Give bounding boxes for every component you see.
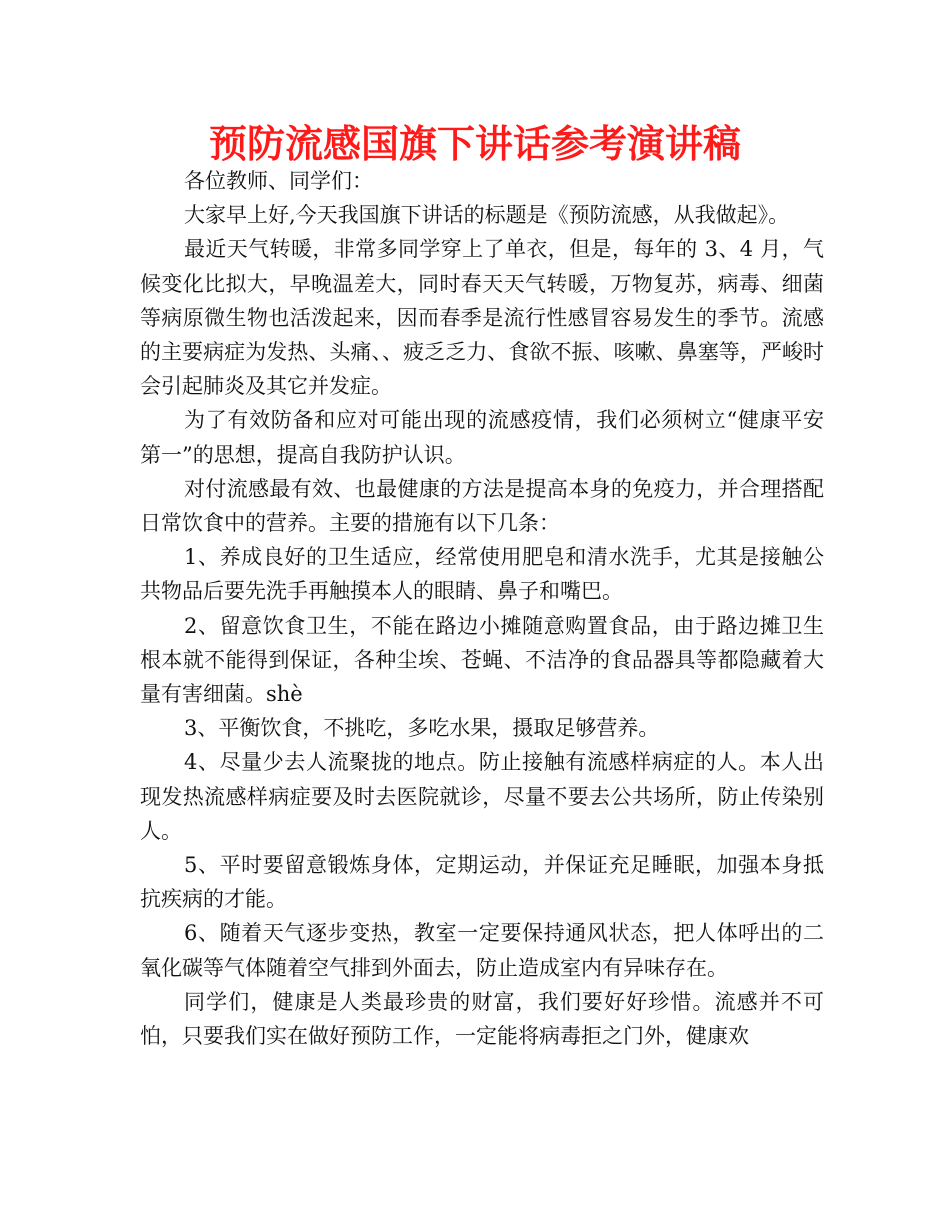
measures-intro-paragraph: 对付流感最有效、也最健康的方法是提高本身的免疫力，并合理搭配日常饮食中的营养。主要的措施有以下几条： bbox=[140, 476, 824, 536]
measure-item-2: 2、留意饮食卫生，不能在路边小摊随意购置食品，由于路边摊卫生根本就不能得到保证，各种尘埃、苍蝇、不洁净的食品器具等都隐藏着大量有害细菌。shè bbox=[140, 613, 824, 707]
awareness-paragraph: 为了有效防备和应对可能出现的流感疫情，我们必须树立“健康平安第一”的思想，提高自我防护认识。 bbox=[140, 408, 824, 467]
document-title: 预防流感国旗下讲话参考演讲稿 bbox=[208, 122, 741, 166]
measure-item-6: 6、随着天气逐步变热，教室一定要保持通风状态，把人体呼出的二氧化碳等气体随着空气排到外面去，防止造成室内有异味存在。 bbox=[140, 921, 824, 980]
document-body bbox=[140, 164, 824, 1053]
greeting-paragraph: 大家早上好,今天我国旗下讲话的标题是《预防流感，从我做起》。 bbox=[184, 203, 790, 228]
closing-paragraph: 同学们，健康是人类最珍贵的财富，我们要好好珍惜。流感并不可怕，只要我们实在做好预防工作，一定能将病毒拒之门外，健康欢 bbox=[140, 989, 824, 1049]
measure-item-1: 1、养成良好的卫生适应，经常使用肥皂和清水洗手，尤其是接触公共物品后要先洗手再触摸本人的眼睛、鼻子和嘴巴。 bbox=[140, 545, 824, 604]
measure-item-5: 5、平时要留意锻炼身体，定期运动，并保证充足睡眠，加强本身抵抗疾病的才能。 bbox=[140, 853, 824, 912]
intro-paragraph: 最近天气转暖，非常多同学穿上了单衣，但是，每年的 3、4 月，气候变化比拟大，早晚温差大，同时春天天气转暖，万物复苏，病毒、细菌等病原微生物也活泼起来，因而春季是流行性感冒容易发生的季节。流感的主要病症为发热、头痛、、疲乏乏力、食欲不振、咳嗽、鼻塞等，严峻时会引起肺炎及其它并发症。 bbox=[140, 237, 824, 399]
measure-item-3: 3、平衡饮食，不挑吃，多吃水果，摄取足够营养。 bbox=[184, 716, 660, 741]
measure-item-4: 4、尽量少去人流聚拢的地点。防止接触有流感样病症的人。本人出现发热流感样病症要及时去医院就诊，尽量不要去公共场所，防止传染别人。 bbox=[140, 750, 824, 843]
salutation-paragraph: 各位教师、同学们： bbox=[184, 169, 373, 193]
